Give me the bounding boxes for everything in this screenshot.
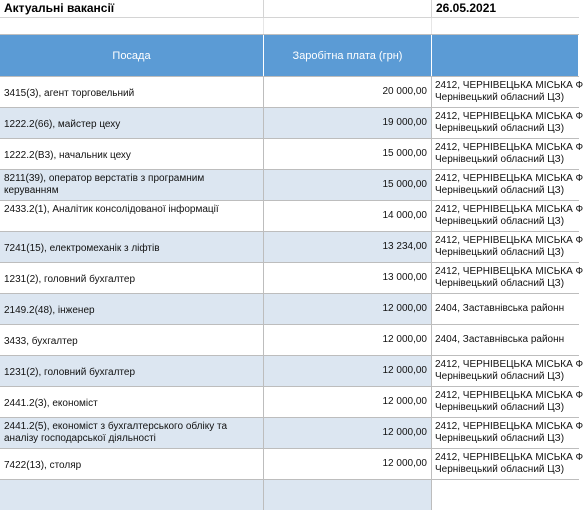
empty-cell[interactable] — [0, 18, 264, 34]
table-row — [0, 448, 583, 479]
salary-cell[interactable]: 12 000,00 — [264, 387, 432, 417]
position-cell[interactable]: 2433.2(1), Аналітик консолідованої інформації — [0, 201, 264, 231]
position-cell[interactable]: 1231(2), головний бухгалтер — [0, 263, 264, 293]
center-line-1: 2412, ЧЕРНІВЕЦЬКА МІСЬКА Ф — [435, 142, 583, 153]
header-position[interactable]: Посада — [0, 35, 264, 76]
table-row — [0, 107, 583, 138]
center-line-1: 2404, Заставнівська районн — [435, 303, 565, 314]
spacer-row — [0, 18, 579, 34]
salary-cell[interactable]: 12 000,00 — [264, 294, 432, 324]
salary-cell[interactable]: 12 000,00 — [264, 356, 432, 386]
center-line-2: Чернівецький обласний ЦЗ) — [435, 123, 565, 134]
salary-cell[interactable]: 12 000,00 — [264, 325, 432, 355]
center-line-2: Чернівецький обласний ЦЗ) — [435, 371, 565, 382]
center-cell[interactable] — [432, 263, 583, 293]
salary-cell[interactable]: 14 000,00 — [264, 201, 432, 231]
table-row — [0, 417, 583, 448]
position-cell[interactable]: 1222.2(66), майстер цеху — [0, 108, 264, 138]
salary-cell[interactable]: 19 000,00 — [264, 108, 432, 138]
center-cell[interactable] — [432, 387, 583, 417]
center-line-1: 2412, ЧЕРНІВЕЦЬКА МІСЬКА Ф — [435, 80, 583, 91]
empty-title-cell[interactable] — [264, 0, 432, 17]
center-line-2: Чернівецький обласний ЦЗ) — [435, 278, 565, 289]
salary-cell[interactable] — [264, 480, 432, 510]
center-cell[interactable] — [432, 232, 583, 262]
sheet-title[interactable]: Актуальні вакансії — [0, 0, 264, 17]
salary-cell[interactable]: 12 000,00 — [264, 418, 432, 448]
table-row — [0, 76, 583, 107]
salary-cell[interactable]: 13 000,00 — [264, 263, 432, 293]
center-line-1: 2412, ЧЕРНІВЕЦЬКА МІСЬКА Ф — [435, 111, 583, 122]
center-cell[interactable] — [432, 418, 583, 448]
position-cell[interactable]: 7241(15), електромеханік з ліфтів — [0, 232, 264, 262]
table-row — [0, 169, 583, 200]
center-line-1: 2412, ЧЕРНІВЕЦЬКА МІСЬКА Ф — [435, 421, 583, 432]
table-row — [0, 138, 583, 169]
center-cell[interactable] — [432, 201, 583, 231]
center-line-1: 2412, ЧЕРНІВЕЦЬКА МІСЬКА Ф — [435, 359, 583, 370]
center-line-1: 2412, ЧЕРНІВЕЦЬКА МІСЬКА Ф — [435, 204, 583, 215]
center-line-1: 2412, ЧЕРНІВЕЦЬКА МІСЬКА Ф — [435, 452, 583, 463]
position-cell[interactable]: 3415(3), агент торговельний — [0, 77, 264, 107]
title-row — [0, 0, 579, 18]
center-cell[interactable] — [432, 139, 583, 169]
center-line-1: 2404, Заставнівська районн — [435, 334, 565, 345]
position-cell[interactable]: 7422(13), столяр — [0, 449, 264, 479]
header-center[interactable] — [432, 35, 579, 76]
header-salary[interactable]: Заробітна плата (грн) — [264, 35, 432, 76]
center-cell[interactable] — [432, 108, 583, 138]
center-line-2: Чернівецький обласний ЦЗ) — [435, 433, 565, 444]
empty-cell[interactable] — [432, 18, 579, 34]
center-line-1: 2412, ЧЕРНІВЕЦЬКА МІСЬКА Ф — [435, 390, 583, 401]
center-cell[interactable] — [432, 77, 583, 107]
center-line-1: 2412, ЧЕРНІВЕЦЬКА МІСЬКА Ф — [435, 173, 583, 184]
sheet-date[interactable]: 26.05.2021 — [436, 1, 497, 15]
table-body — [0, 76, 583, 510]
center-line-2: Чернівецький обласний ЦЗ) — [435, 464, 565, 475]
table-row — [0, 293, 579, 324]
position-cell[interactable] — [0, 480, 264, 510]
center-line-2: Чернівецький обласний ЦЗ) — [435, 402, 565, 413]
position-cell[interactable]: 8211(39), оператор верстатів з програмним керуванням — [0, 170, 264, 200]
center-cell[interactable] — [432, 449, 583, 479]
center-line-2: Чернівецький обласний ЦЗ) — [435, 92, 565, 103]
position-cell[interactable]: 2441.2(3), економіст — [0, 387, 264, 417]
center-cell[interactable] — [432, 480, 579, 510]
position-cell[interactable]: 1222.2(В3), начальник цеху — [0, 139, 264, 169]
table-row — [0, 479, 579, 510]
position-cell[interactable]: 2149.2(48), інженер — [0, 294, 264, 324]
table-row — [0, 386, 583, 417]
center-cell[interactable] — [432, 170, 583, 200]
center-cell[interactable] — [432, 356, 583, 386]
center-cell[interactable] — [432, 325, 579, 355]
salary-cell[interactable]: 12 000,00 — [264, 449, 432, 479]
center-line-1: 2412, ЧЕРНІВЕЦЬКА МІСЬКА Ф — [435, 266, 583, 277]
center-line-1: 2412, ЧЕРНІВЕЦЬКА МІСЬКА Ф — [435, 235, 583, 246]
table-row — [0, 355, 583, 386]
position-cell[interactable]: 1231(2), головний бухгалтер — [0, 356, 264, 386]
center-line-2: Чернівецький обласний ЦЗ) — [435, 154, 565, 165]
salary-cell[interactable]: 13 234,00 — [264, 232, 432, 262]
table-row — [0, 262, 583, 293]
table-header — [0, 34, 579, 76]
table-row — [0, 200, 583, 231]
table-row — [0, 231, 583, 262]
center-line-2: Чернівецький обласний ЦЗ) — [435, 216, 565, 227]
salary-cell[interactable]: 15 000,00 — [264, 139, 432, 169]
position-cell[interactable]: 3433, бухгалтер — [0, 325, 264, 355]
center-cell[interactable] — [432, 294, 579, 324]
center-line-2: Чернівецький обласний ЦЗ) — [435, 185, 565, 196]
table-row — [0, 324, 579, 355]
empty-cell[interactable] — [264, 18, 432, 34]
center-line-2: Чернівецький обласний ЦЗ) — [435, 247, 565, 258]
salary-cell[interactable]: 20 000,00 — [264, 77, 432, 107]
position-cell[interactable]: 2441.2(5), економіст з бухгалтерського обліку та аналізу господарської діяльності — [0, 418, 264, 448]
salary-cell[interactable]: 15 000,00 — [264, 170, 432, 200]
